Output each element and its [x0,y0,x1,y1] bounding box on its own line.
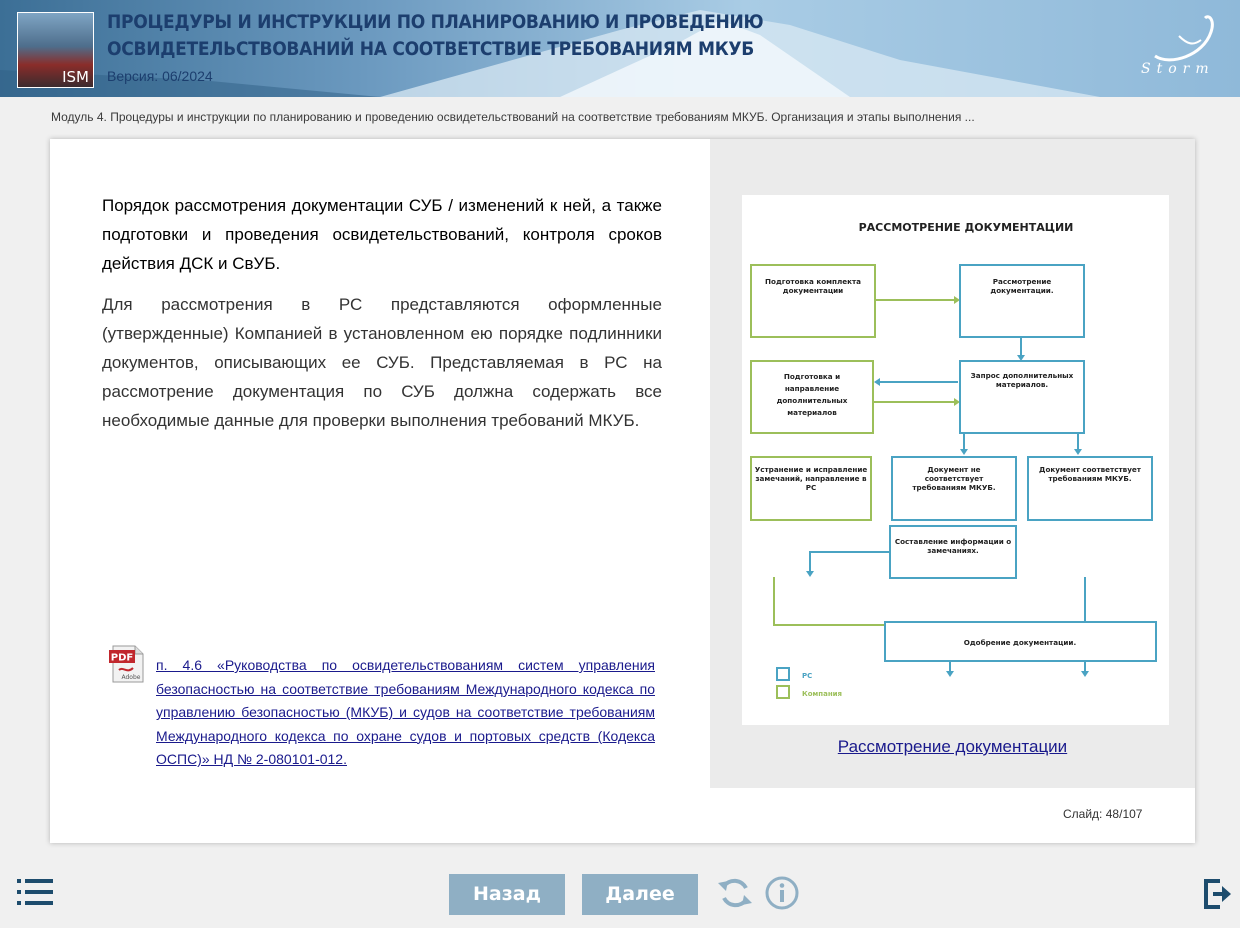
legend-company-label: Компания [802,690,843,698]
slide-current: 48 [1105,807,1120,821]
legend-rs-swatch [777,668,789,680]
box-fix-remarks-label: Устранение и исправление замечаний, направление в РС [754,465,868,492]
box-prep-additional-line-2: направление [784,384,840,393]
review-flowchart[interactable] [742,195,1169,725]
slide-counter-label: Слайд: [1063,807,1103,821]
box-review-label: Рассмотрение документации. [990,277,1054,295]
back-button[interactable]: Назад [449,874,565,915]
box-prep-package-label: Подготовка комплекта документации [764,277,862,295]
course-title: ПРОЦЕДУРЫ И ИНСТРУКЦИИ ПО ПЛАНИРОВАНИЮ И ПРОВЕДЕНИЮ ОСВИДЕТЕЛЬСТВОВАНИЙ НА СООТВЕТСТВИЕ ТРЕБОВАНИЯМ МКУБ [107,11,764,60]
info-icon[interactable] [765,876,799,910]
slide-counter [1063,807,1142,821]
breadcrumb: Модуль 4. Процедуры и инструкции по планированию и проведению освидетельствований на соответствие требованиям МКУБ. Организация и этапы выполнения ... [51,110,975,124]
diagram-caption-link[interactable]: Рассмотрение документации [837,737,1068,756]
box-not-compliant-label: Документ не соответствует требованиям МКУБ. [912,465,996,492]
exit-icon[interactable] [1204,879,1232,909]
reload-icon[interactable] [718,876,752,910]
box-prep-additional-line-4: материалов [787,408,837,417]
slide-separator: / [1119,807,1123,821]
arrow-remarks-to-fix [810,552,890,571]
slide-heading: Порядок рассмотрения документации СУБ / изменений к ней, а также подготовки и проведения освидетельствований, контроля сроков действия ДСК и СвУБ. [102,196,662,273]
logo-text: ISM [62,68,89,86]
box-prep-additional-line-1: Подготовка и [783,372,841,381]
menu-list-icon[interactable] [17,879,53,905]
box-prep-additional-line-3: дополнительных [776,396,848,405]
ism-logo [17,12,94,88]
header-banner [0,0,1240,97]
slide-total: 107 [1122,807,1143,821]
slide-panel [50,139,1195,843]
box-compliant-label: Документ соответствует требованиям МКУБ. [1039,465,1141,483]
pdf-icon-sub: Adobe [121,674,141,681]
legend-company-swatch [777,686,789,698]
arrow-fix-to-remarks [774,577,884,625]
brand-name: Storm [1141,61,1215,77]
pdf-icon-label: PDF [110,652,134,664]
box-request-additional-label: Запрос дополнительных материалов. [970,371,1074,389]
slide-body-text: Для рассмотрения в РС представляются оформленные (утвержденные) Компанией в установленном ею порядке подлинники документов, описывающих ее СУБ. Представляемая в РС на рассмотрение документация по СУБ должна содержать все необходимые данные для проверки выполнения требований МКУБ. [102,295,662,430]
version-label: Версия: 06/2024 [107,68,213,84]
box-approval-label: Одобрение документации. [963,638,1077,647]
next-button[interactable]: Далее [582,874,698,915]
pdf-icon[interactable] [107,644,147,684]
legend-rs-label: РС [802,672,813,680]
box-remarks-info-label: Составление информации о замечаниях. [894,537,1012,555]
regulation-document-link[interactable]: п. 4.6 «Руководства по освидетельствованиям систем управления безопасностью на соответствие требованиям Международного кодекса по управлению безопасностью (МКУБ) и судов на соответствие требованиям Международного кодекса по охране судов и портовых средств (Кодекса ОСПС)» НД № 2-080101-012. [156,657,655,767]
flowchart-title: РАССМОТРЕНИЕ ДОКУМЕНТАЦИИ [858,221,1074,234]
